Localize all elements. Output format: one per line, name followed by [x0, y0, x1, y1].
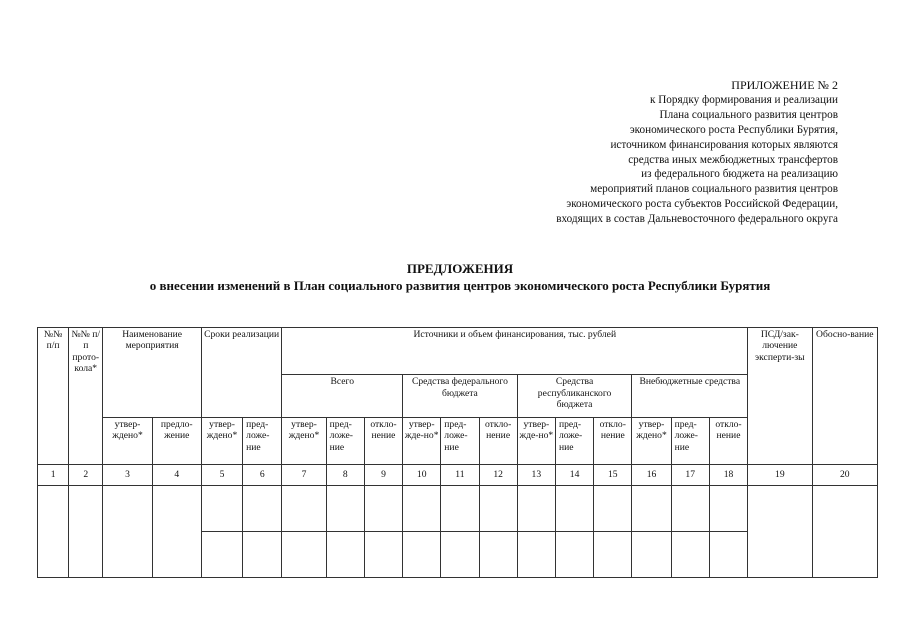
sub-proposal: пред-ложе-ние [441, 417, 479, 464]
empty-cell [671, 531, 709, 577]
header-republic: Средства республиканского бюджета [517, 375, 632, 417]
empty-cell [103, 486, 152, 578]
column-number: 5 [201, 465, 242, 486]
sub-approved: утвер-ждено* [103, 417, 152, 464]
empty-cell [152, 486, 201, 578]
column-number: 12 [479, 465, 517, 486]
sub-deviation: откло-нение [364, 417, 402, 464]
empty-cell [282, 486, 326, 531]
column-number: 18 [709, 465, 747, 486]
sub-proposal: пред-ложе-ние [555, 417, 593, 464]
appendix-line: экономического роста субъектов Российской Федерации, [566, 198, 838, 211]
empty-cell [69, 486, 103, 578]
empty-cell [555, 531, 593, 577]
header-terms: Сроки реализации [201, 328, 281, 418]
title-line-1: ПРЕДЛОЖЕНИЯ [406, 261, 514, 276]
column-number: 6 [243, 465, 282, 486]
appendix-line: мероприятий планов социального развития центров [590, 183, 838, 196]
title-line-2: о внесении изменений в План социального развития центров экономического роста Республики Бурятия [149, 278, 771, 293]
sub-proposal: предло-жение [152, 417, 201, 464]
proposals-table [37, 327, 878, 578]
header-justification: Обосно-вание [812, 328, 877, 465]
empty-cell [326, 531, 364, 577]
appendix-heading: ПРИЛОЖЕНИЕ № 2 [731, 78, 838, 92]
appendix-line: из федерального бюджета на реализацию [641, 168, 838, 181]
empty-cell [364, 486, 402, 531]
header-psd: ПСД/зак-лючение эксперти-зы [748, 328, 812, 465]
column-number: 10 [403, 465, 441, 486]
header-federal: Средства федерального бюджета [403, 375, 518, 417]
header-name: Наименование мероприятия [103, 328, 202, 418]
appendix-block [438, 78, 838, 227]
empty-cell [632, 531, 671, 577]
column-number: 13 [517, 465, 555, 486]
empty-cell [282, 531, 326, 577]
sub-approved: утвер-ждено* [201, 417, 242, 464]
empty-cell [201, 531, 242, 577]
sub-deviation: откло-нение [479, 417, 517, 464]
empty-cell [812, 486, 877, 578]
empty-cell [403, 531, 441, 577]
column-number: 8 [326, 465, 364, 486]
empty-cell [201, 486, 242, 531]
sub-deviation: откло-нение [594, 417, 632, 464]
sub-approved: утвер-жде-но* [403, 417, 441, 464]
sub-approved: утвер-жде-но* [517, 417, 555, 464]
empty-cell [326, 486, 364, 531]
sub-approved: утвер-ждено* [282, 417, 326, 464]
column-number: 16 [632, 465, 671, 486]
column-number: 17 [671, 465, 709, 486]
sub-deviation: откло-нение [709, 417, 747, 464]
appendix-line: средства иных межбюджетных трансфертов [628, 153, 838, 166]
appendix-line: Плана социального развития центров [659, 108, 838, 121]
empty-cell [555, 486, 593, 531]
sub-proposal: пред-ложе-ние [243, 417, 282, 464]
table-row [38, 486, 878, 531]
empty-cell [479, 531, 517, 577]
column-number: 11 [441, 465, 479, 486]
empty-cell [441, 486, 479, 531]
column-number: 2 [69, 465, 103, 486]
empty-cell [709, 531, 747, 577]
column-number: 7 [282, 465, 326, 486]
empty-cell [403, 486, 441, 531]
empty-cell [364, 531, 402, 577]
empty-cell [709, 486, 747, 531]
header-no: №№ п/п [38, 328, 69, 465]
column-number: 9 [364, 465, 402, 486]
header-protocol: №№ п/п прото-кола* [69, 328, 103, 465]
empty-cell [594, 531, 632, 577]
empty-cell [243, 486, 282, 531]
empty-cell [632, 486, 671, 531]
empty-cell [38, 486, 69, 578]
empty-cell [594, 486, 632, 531]
empty-cell [479, 486, 517, 531]
empty-cell [243, 531, 282, 577]
empty-cell [517, 531, 555, 577]
empty-cell [748, 486, 812, 578]
column-number: 19 [748, 465, 812, 486]
header-total: Всего [282, 375, 403, 417]
empty-cell [671, 486, 709, 531]
column-numbers-row [38, 465, 878, 486]
appendix-line: входящих в состав Дальневосточного федерального округа [556, 213, 838, 226]
column-number: 20 [812, 465, 877, 486]
header-sources: Источники и объем финансирования, тыс. рублей [282, 328, 748, 375]
column-number: 4 [152, 465, 201, 486]
document-title [0, 260, 905, 294]
sub-proposal: пред-ложе-ние [326, 417, 364, 464]
appendix-line: экономического роста Республики Бурятия, [629, 123, 838, 136]
sub-approved: утвер-ждено* [632, 417, 671, 464]
appendix-line: к Порядку формирования и реализации [649, 93, 838, 106]
appendix-line: источником финансирования которых являются [610, 138, 838, 151]
header-offbudget: Внебюджетные средства [632, 375, 748, 417]
column-number: 3 [103, 465, 152, 486]
column-number: 1 [38, 465, 69, 486]
empty-cell [441, 531, 479, 577]
column-number: 15 [594, 465, 632, 486]
column-number: 14 [555, 465, 593, 486]
empty-cell [517, 486, 555, 531]
sub-proposal: пред-ложе-ние [671, 417, 709, 464]
